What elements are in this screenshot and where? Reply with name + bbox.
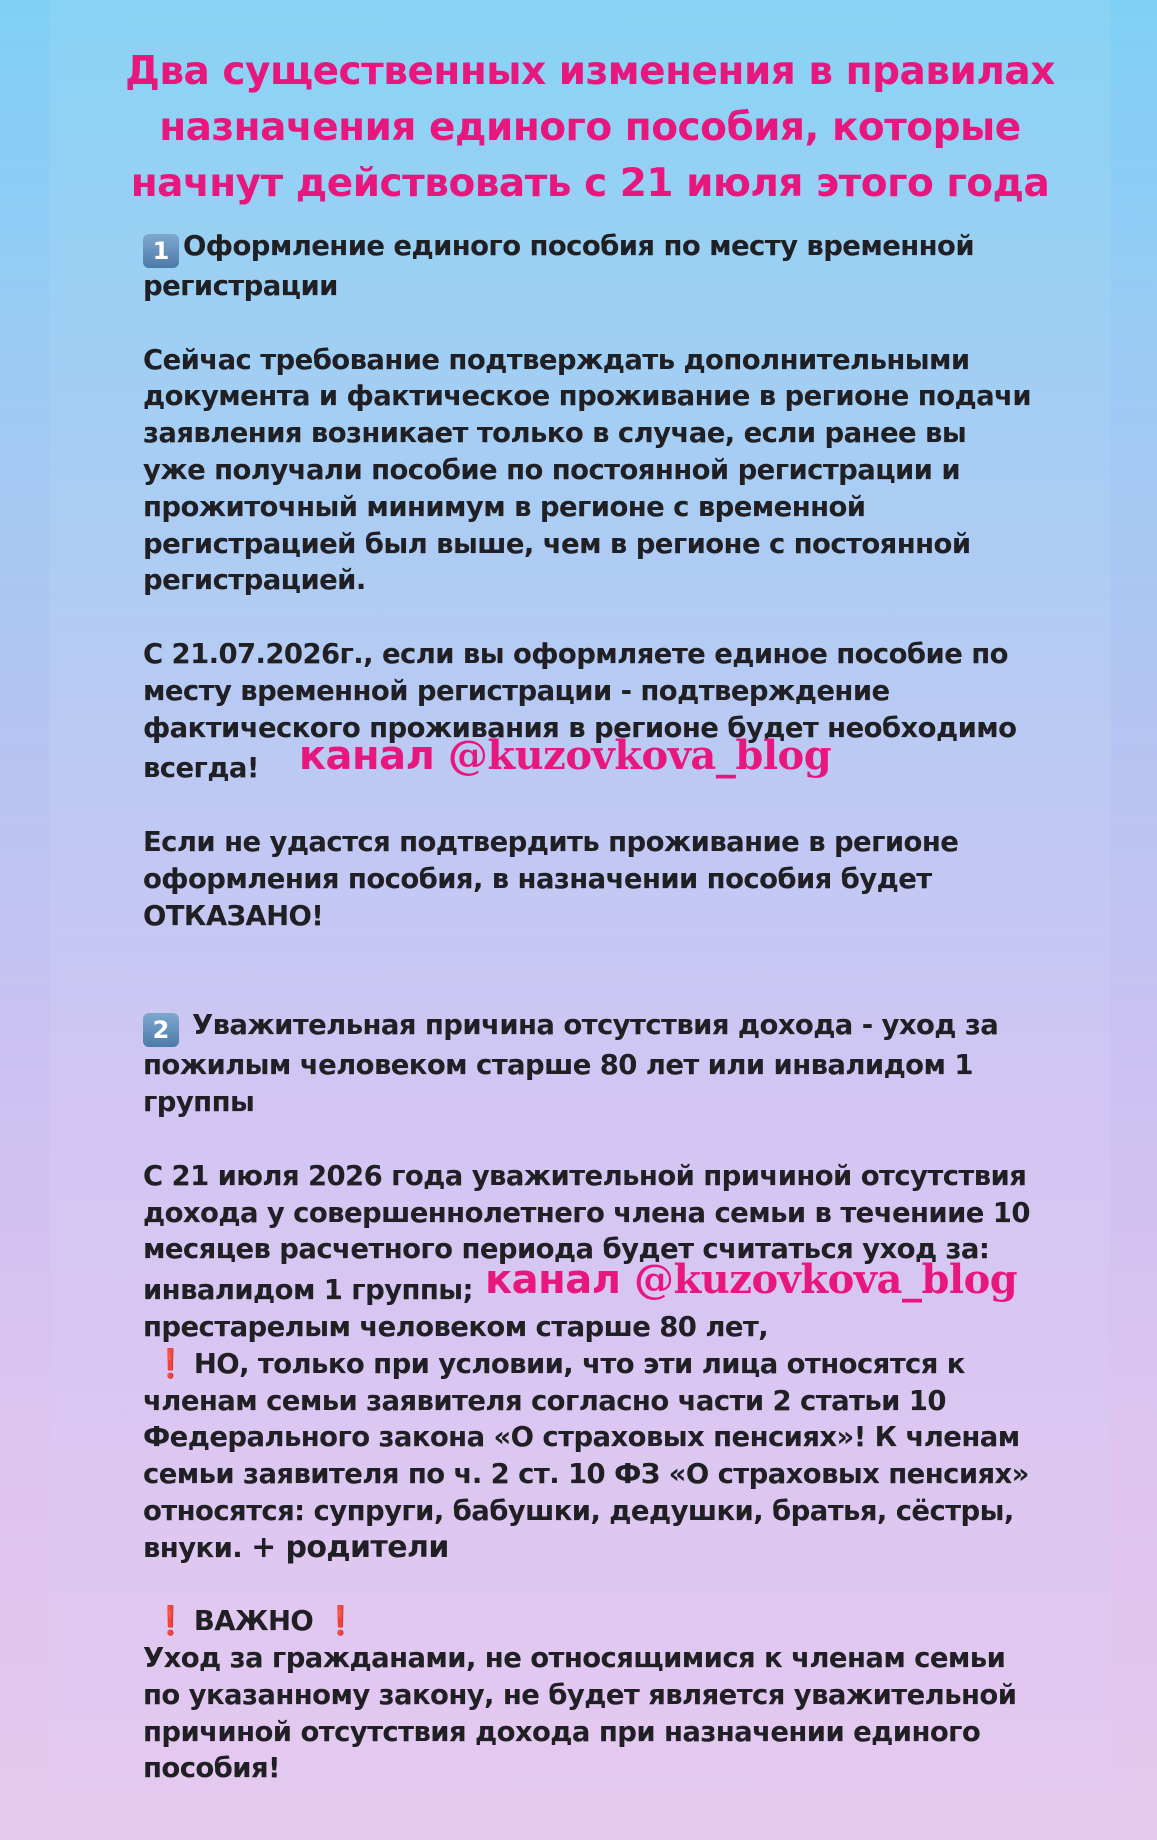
section2-heading: 2 Уважительная причина отсутствия дохода - уход за	[143, 1007, 1073, 1047]
article-body: 1 Оформление единого пособия по месту временной регистрации Сейчас требование подтверждать дополнительными документа и фактическое проживание в регионе подачи заявления возникает только в случае, если ранее вы уже получали пособие по постоянной регистрации и прожиточный минимум в регионе с временной регистрацией был выше, чем в регионе с постоянной регистрацией. С 21.07.2026г., если вы оформляете единое пособие по месту временной регистрации - подтверждение фактического проживания в регионе будет необходимо всегда! канал @kuzovkova_blog Если не удастся подтвердить проживание в регионе оформления пособия, в назначении пособия будет ОТКАЗАНО! 2 Уважительная причина отсутствия дохода - уход за пожилым человеком старше 80 лет или инвалидом 1 группы С 21 июля 2026 года уважительной причиной отсутствия дохода у совершеннолетнего члена семьи в течениие 10 месяцев расчетного периода будет считаться уход за: инвалидом 1 группы; канал @kuzovkova_blog престарелым человеком старше 80 лет, ❗ НО, только при условии, что эти лица относятся к членам семьи заявителя согласно части 2 статьи 10 Федерального закона «О страховых пенсиях»! К членам семьи заявителя по ч. 2 ст. 10 ФЗ «О страховых пенсиях» относятся: супруги, бабушки, дедушки, братья, сёстры, внуки. + родители ❗ ВАЖНО ❗ Уход за гражданами, не относящимися к членам семьи по указанному закону, не будет является уважительной причиной отсутствия дохода при назначении единого пособия!	[143, 228, 1073, 1787]
exclamation-icon: ❗	[323, 1604, 359, 1638]
watermark: канал @kuzovkova_blog	[484, 1256, 1018, 1304]
important-heading: ❗ ВАЖНО ❗	[153, 1604, 359, 1638]
exclamation-icon: ❗	[153, 1604, 188, 1638]
section1-heading: 1 Оформление единого пособия по месту временной	[143, 228, 1073, 268]
exclamation-icon: ❗	[153, 1346, 188, 1380]
handwritten-addition: + родители	[251, 1529, 449, 1565]
keycap-2-icon: 2	[143, 1013, 179, 1047]
keycap-1-icon: 1	[143, 234, 179, 268]
watermark: канал @kuzovkova_blog	[298, 732, 832, 780]
page-title: Два существенных изменения в правилах назначения единого пособия, которые начнут действовать с 21 июля этого года	[125, 49, 1055, 206]
